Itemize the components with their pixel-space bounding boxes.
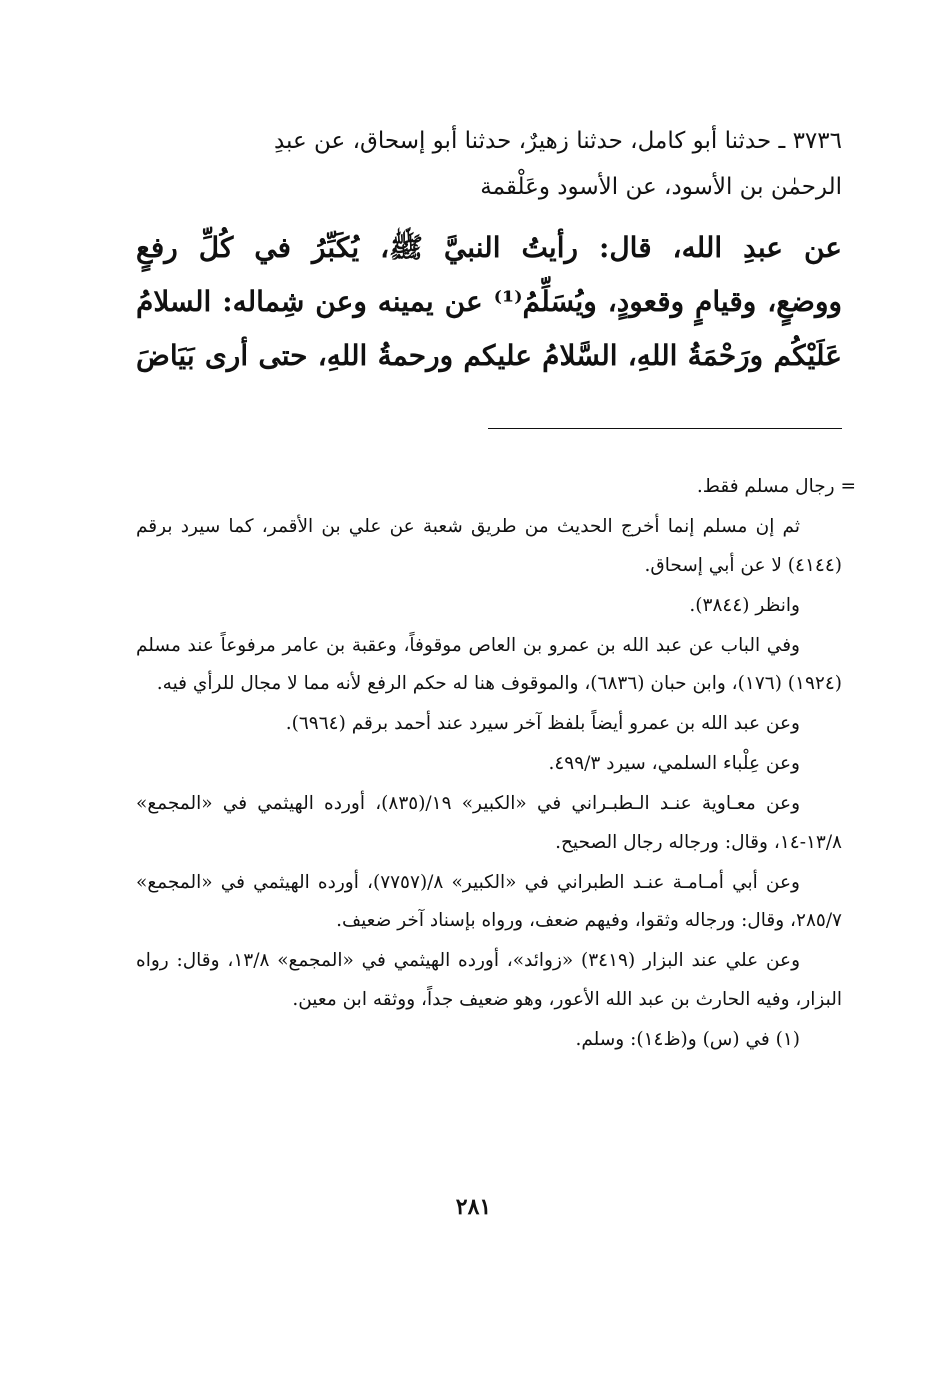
footnote-paragraph: وعن عبد الله بن عمرو أيضاً بلفظ آخر سيرد عند أحمد برقم (٦٩٦٤). bbox=[285, 713, 800, 734]
chain-line-2: الرحمٰن بن الأسود، عن الأسود وعَلْقمة bbox=[480, 174, 842, 200]
footnote-paragraph: وانظر (٣٨٤٤). bbox=[689, 594, 800, 616]
hadith-chain bbox=[136, 118, 842, 210]
matn-line-2: ووضعٍ، وقيامٍ وقعودٍ، ويُسَلِّمُ⁽¹⁾ عن يمينه وعن شِماله: السلامُ bbox=[136, 285, 842, 318]
chain-line-1: ٣٧٣٦ ـ حدثنا أبو كامل، حدثنا زهيرٌ، حدثنا أبو إسحاق، عن عبدِ bbox=[273, 128, 842, 154]
footnote-paragraph: وعن أبي أمـامـة عنـد الطبراني في «الكبير» ٨/(٧٧٥٧)، أورده الهيثمي في «المجمع» ٢٨٥/٧، وقال: ورجاله وثقوا، وفيهم ضعف، ورواه بإسناد آخر ضعيف. bbox=[136, 871, 842, 931]
footnote-1: (١) في (س) و(ظ١٤): وسلم. bbox=[575, 1028, 800, 1050]
footnote-paragraph: وعن علي عند البزار (٣٤١٩) «زوائد»، أورده الهيثمي في «المجمع» ١٣/٨، وقال: رواه البزار، وفيه الحارث بن عبد الله الأعور، وهو ضعيف جداً، ووثقه ابن معين. bbox=[136, 950, 842, 1010]
footnote-paragraph: وعن عِلْباء السلمي، سيرد ٤٩٩/٣. bbox=[548, 753, 800, 774]
footnote-paragraph: وعن معـاوية عنـد الـطبـراني في «الكبير» ١٩/(٨٣٥)، أورده الهيثمي في «المجمع» ١٣/٨-١٤، وقال: ورجاله رجال الصحيح. bbox=[136, 793, 842, 853]
footnote-paragraph: ثم إن مسلم إنما أخرج الحديث من طريق شعبة عن علي بن الأقمر، كما سيرد برقم (٤١٤٤) لا عن أبي إسحاق. bbox=[136, 516, 842, 576]
matn-line-3: عَلَيْكُم ورَحْمَةُ اللهِ، السَّلامُ عليكم ورحمةُ اللهِ، حتى أرى بَيَاضَ bbox=[136, 339, 842, 372]
footnotes bbox=[136, 468, 856, 1061]
footnote-separator bbox=[488, 428, 842, 429]
footnote-continuation: = رجال مسلم فقط. bbox=[696, 476, 856, 497]
footnote-paragraph: وفي الباب عن عبد الله بن عمرو بن العاص موقوفاً، وعقبة بن عامر مرفوعاً عند مسلم (١٩٢٤) (١٧٦)، وابن حبان (٦٨٣٦)، والموقوف هنا له حكم الرفع لأنه مما لا مجال للرأي فيه. bbox=[136, 634, 842, 694]
matn-line-1: عن عبدِ الله، قال: رأيتُ النبيَّ ﷺ، يُكَبِّرُ في كُلِّ رفعٍ bbox=[136, 231, 842, 264]
page-number: ٢٨١ bbox=[455, 1194, 492, 1220]
hadith-text bbox=[136, 221, 842, 383]
